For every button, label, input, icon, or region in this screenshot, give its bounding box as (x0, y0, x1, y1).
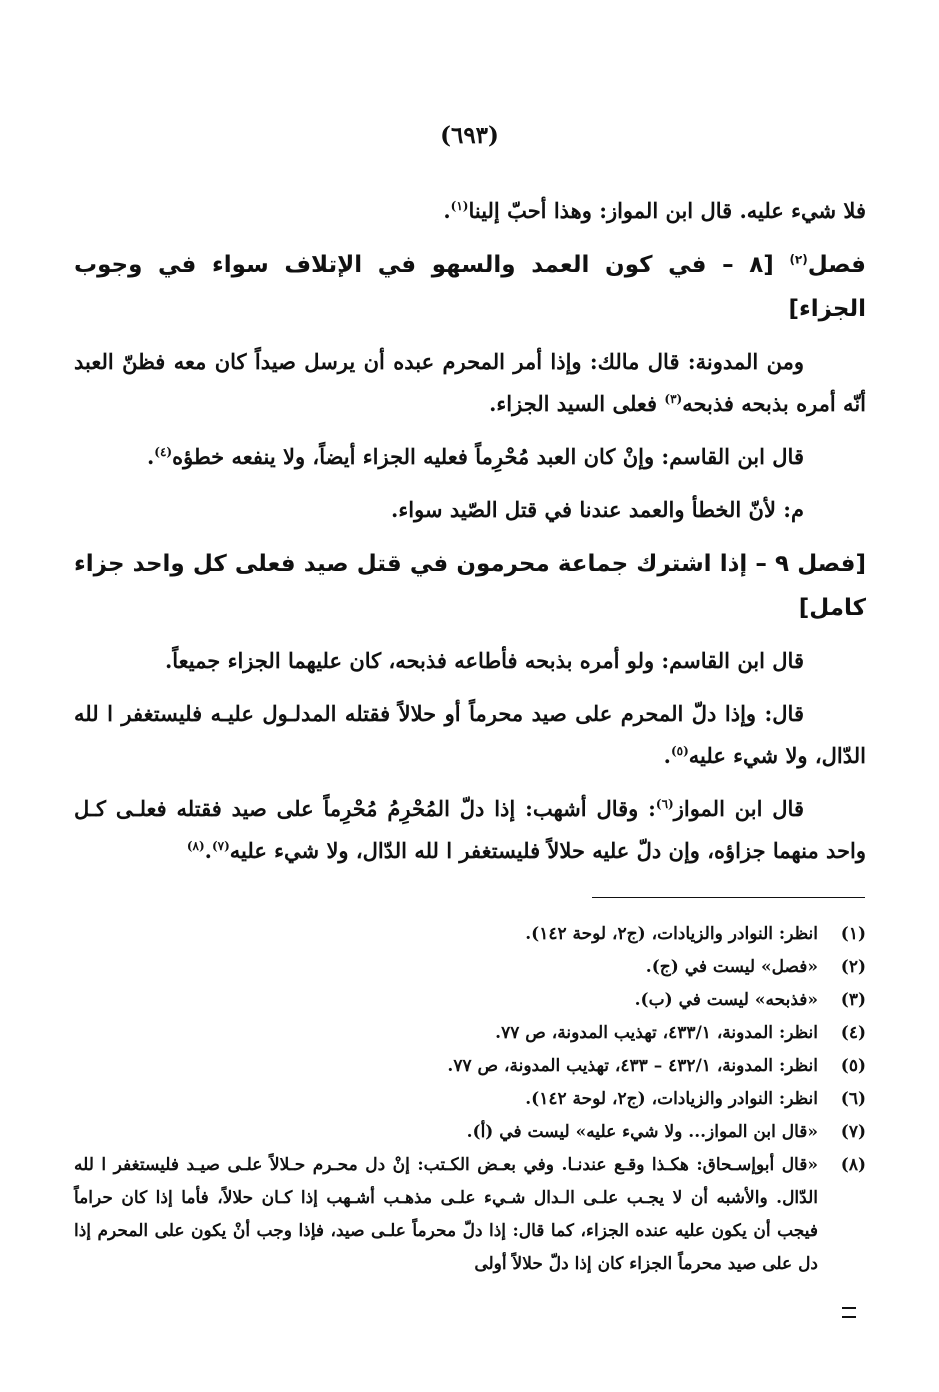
footnote-8 (74, 1149, 866, 1281)
footnote-number: (٥) (840, 1056, 866, 1076)
footnote-number: (٤) (840, 1023, 866, 1043)
footnote-7 (74, 1116, 866, 1149)
paragraph-2: ومن المدونة: قال مالك: وإذا أمر المحرم عبده أن يرسل صيداً كان معه فظنّ العبد أنّه أمره بذبحه فذبحه$^{(٣)}$ فعلى السيد الجزاء. (74, 349, 866, 416)
footnote-text: «فذبحه» ليست في (ب). (634, 990, 818, 1010)
footnote-text: انظر: النوادر والزيادات، (ج٢، لوحة ١٤٢). (525, 924, 818, 944)
footnote-number: (٢) (840, 957, 866, 977)
footnote-1 (74, 918, 866, 951)
section-heading-8: فصل$^{(٢)}$ [٨ – في كون العمد والسهو في الإتلاف سواء في وجوب الجزاء] (74, 252, 866, 322)
footnote-divider (592, 897, 865, 898)
footnote-text: «قال ابن المواز... ولا شيء عليه» ليست في (أ). (466, 1122, 818, 1142)
footnote-ref-4: (٤) (154, 445, 173, 459)
footnote-number: (٨) (840, 1155, 866, 1175)
footnote-text: «فصل» ليست في (ج). (645, 957, 818, 977)
footnote-4 (74, 1017, 866, 1050)
footnote-ref-7: (٧) (211, 839, 230, 853)
footnotes (74, 918, 866, 1281)
paragraph-3: قال ابن القاسم: وإنْ كان العبد مُحْرِماً فعليه الجزاء أيضاً، ولا ينفعه خطؤه$^{(٤)}$. (146, 444, 804, 469)
footnote-number: (٣) (840, 990, 866, 1010)
footnote-ref-1: (١) (450, 199, 469, 213)
footnote-number: (٧) (840, 1122, 866, 1142)
footnote-ref-5: (٥) (670, 744, 689, 758)
footnote-text: «قال أبوإسـحاق: هكـذا وقـع عندنـا. وفي بعـض الكـتب: إنْ دل محـرم حـلالاً علـى صيـد فليستغفر ا لله الدّال. والأشبه أن لا يجـب علـى الـدال شـيء علـى مذهـب أشـهب إذا كـان حلالاً، فأما إذا كان حراماً فيجب أن يكون عليه عنده الجزاء، كما قال: إذا دلّ محرماً علـى صيد، فإذا وجب أنْ يكون على المحرم إذا دل على صيد محرماً الجزاء كان إذا دلّ حلالاً أولى (74, 1155, 818, 1274)
footnote-6 (74, 1083, 866, 1116)
footnote-2 (74, 951, 866, 984)
footnote-number: (١) (840, 924, 866, 944)
footnote-ref-6: (٦) (655, 797, 674, 811)
footnote-3 (74, 984, 866, 1017)
footnote-ref-2: (٢) (789, 252, 808, 267)
paragraph-6: قال: وإذا دلّ المحرم على صيد محرماً أو حلالاً فقتله المدلـول عليـه فليستغفر ا لله الدّال، ولا شيء عليه$^{(٥)}$. (74, 701, 866, 768)
continuation-mark (842, 1307, 856, 1318)
paragraph-1: فلا شيء عليه. قال ابن المواز: وهذا أحبّ إلينا$^{(١)}$. (443, 198, 866, 223)
page-number: (٦٩٣) (440, 122, 499, 149)
footnote-text: انظر: المدونة، ٤٣٣/١، تهذيب المدونة، ص ٧٧. (495, 1023, 818, 1043)
footnote-text: انظر: النوادر والزيادات، (ج٢، لوحة ١٤٢). (525, 1089, 818, 1109)
footnote-ref-3: (٣) (664, 392, 683, 406)
footnote-5 (74, 1050, 866, 1083)
paragraph-5: قال ابن القاسم: ولو أمره بذبحه فأطاعه فذبحه، كان عليهما الجزاء جميعاً. (164, 648, 804, 673)
paragraph-7: قال ابن المواز$^{(٦)}$: وقال أشهب: إذا دلّ المُحْرِمُ مُحْرِماً على صيد فقتله فعلـى كـل واحد منهما جزاؤه، وإن دلّ عليه حلالاً فليستغفر ا لله الدّال، ولا شيء عليه$^{(٧)}$.$^{(٨)}$ (74, 796, 866, 863)
paragraph-4: م: لأنّ الخطأ والعمد عندنا في قتل الصّيد سواء. (391, 497, 804, 522)
main-text (74, 190, 866, 883)
section-heading-9: [فصل ٩ – إذا اشترك جماعة محرمون في قتل صيد فعلى كل واحد جزاء كامل] (74, 551, 866, 621)
footnote-text: انظر: المدونة، ٤٣٢/١ – ٤٣٣، تهذيب المدونة، ص ٧٧. (447, 1056, 818, 1076)
footnote-ref-8: (٨) (186, 839, 205, 853)
footnote-number: (٦) (840, 1089, 866, 1109)
